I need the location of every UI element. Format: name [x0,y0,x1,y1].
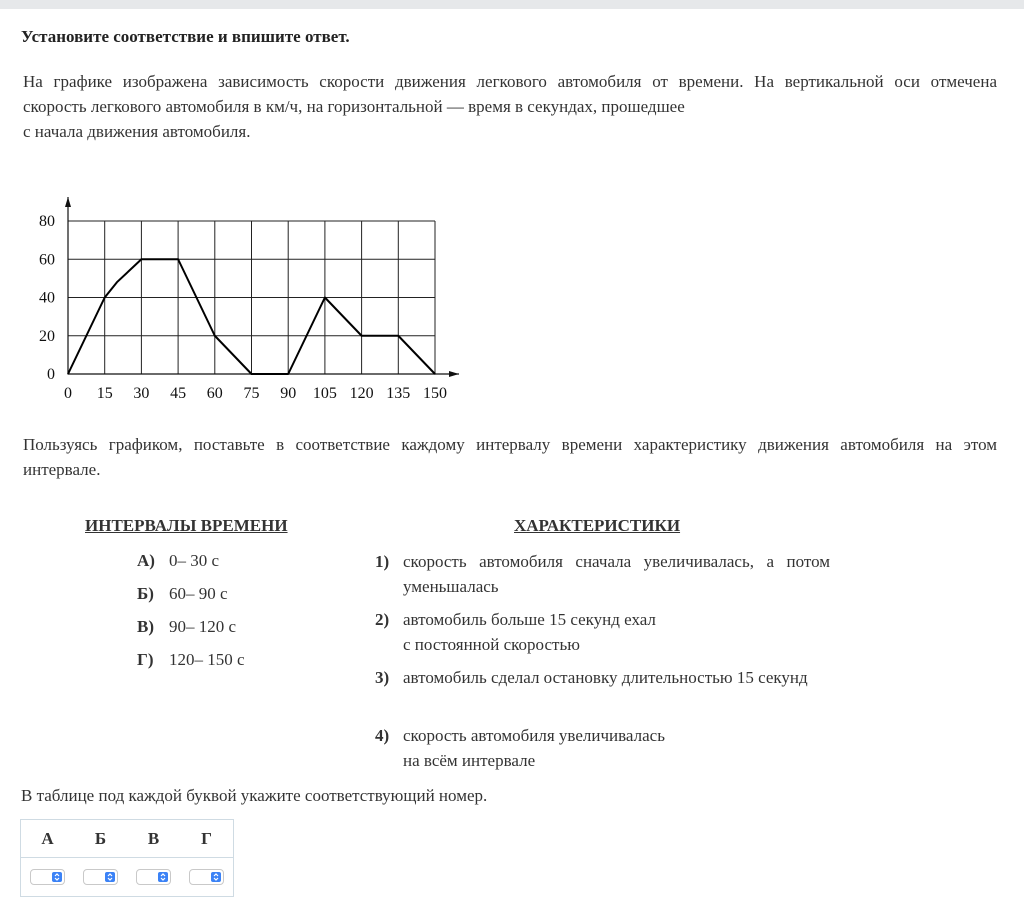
interval-letter: В) [137,617,154,636]
x-tick-label: 75 [243,385,260,402]
characteristic-number: 3) [375,668,390,687]
x-tick-label: 45 [170,385,187,402]
answer-cell [74,858,127,897]
top-bar [0,0,1024,9]
chart-grid [68,221,435,374]
answer-header-v: В [127,820,180,858]
intervals-column-title: ИНТЕРВАЛЫ ВРЕМЕНИ [85,516,288,535]
x-axis-arrow [449,371,459,377]
answer-select-g[interactable] [189,869,224,885]
interval-letter: Г) [137,650,154,669]
characteristic-number: 4) [375,726,390,745]
chevron-updown-icon [105,872,115,882]
speed-data-point [434,373,435,374]
speed-data-point [288,373,289,374]
y-tick-label: 0 [47,366,55,383]
characteristic-text: скорость автомобиля увеличивалась на всём интервале [403,726,665,770]
interval-item [137,650,245,670]
instruction-line: интервале. [23,460,101,479]
characteristic-item [375,607,830,657]
interval-range: 0– 30 с [169,551,220,570]
interval-letter: Б) [137,584,154,603]
characteristic-number: 2) [375,610,390,629]
interval-letter: А) [137,551,155,570]
chevron-updown-icon [52,872,62,882]
interval-range: 90– 120 с [169,617,237,636]
y-tick-label: 20 [39,327,55,345]
intro-text [23,69,997,144]
characteristic-number: 1) [375,552,390,571]
answer-select-a[interactable] [30,869,65,885]
x-tick-label: 150 [423,385,447,402]
instruction-text [23,432,997,482]
speed-data-point [214,335,215,336]
y-tick-label: 60 [39,251,55,269]
interval-range: 120– 150 с [169,650,245,669]
characteristic-text: автомобиль больше 15 секунд ехал с постоянной скоростью [403,610,656,654]
x-tick-label: 90 [280,385,297,402]
speed-data-point [324,297,325,298]
speed-data-point [104,297,105,298]
interval-item [137,551,219,571]
answer-select-v[interactable] [136,869,171,885]
interval-item [137,617,236,637]
x-tick-label: 30 [133,385,150,402]
table-instruction: В таблице под каждой буквой укажите соответствующий номер. [21,786,488,805]
answer-select-b[interactable] [83,869,118,885]
answer-cell [21,858,75,897]
intro-line: с начала движения автомобиля. [23,122,251,141]
intro-line: На графике изображена зависимость скорости движения легкового автомобиля от времени. На вертикальной оси отмечена [23,72,997,91]
speed-data-point [251,373,252,374]
speed-data-point [116,282,117,283]
y-tick-label: 80 [39,213,55,230]
answer-header-b: Б [74,820,127,858]
characteristic-text: автомобиль сделал остановку длительностью 15 секунд [403,668,808,687]
chevron-updown-icon [211,872,221,882]
x-tick-label: 135 [386,385,411,402]
speed-data-point [398,335,399,336]
characteristic-item [375,665,830,715]
task-heading: Установите соответствие и впишите ответ. [21,27,350,46]
characteristic-text: скорость автомобиля сначала увеличивалась, а потом уменьшалась [403,552,830,596]
intro-line: скорость легкового автомобиля в км/ч, на горизонтальной — время в секундах, прошедшее [23,97,685,116]
interval-range: 60– 90 с [169,584,228,603]
characteristics-column-title: ХАРАКТЕРИСТИКИ [514,516,681,535]
x-tick-label: 0 [64,385,72,402]
answer-cell [127,858,180,897]
instruction-line: Пользуясь графиком, поставьте в соответствие каждому интервалу времени характеристику движения автомобиля на этом [23,435,997,454]
characteristic-item [375,549,830,599]
speed-data-point [361,335,362,336]
characteristic-item [375,723,830,773]
y-tick-label: 40 [39,289,55,307]
x-tick-label: 15 [96,385,113,402]
y-axis-arrow [65,197,71,207]
x-tick-label: 60 [206,385,223,402]
x-tick-label: 105 [312,385,337,402]
interval-item [137,584,228,604]
speed-time-chart [28,192,468,407]
chart-axes [65,197,459,377]
speed-data-point [67,373,68,374]
answer-table [20,819,234,897]
speed-data-point [141,259,142,260]
answer-header-a: А [21,820,75,858]
x-tick-label: 120 [349,385,374,402]
answer-cell [180,858,234,897]
chevron-updown-icon [158,872,168,882]
answer-header-g: Г [180,820,234,858]
speed-data-point [178,259,179,260]
